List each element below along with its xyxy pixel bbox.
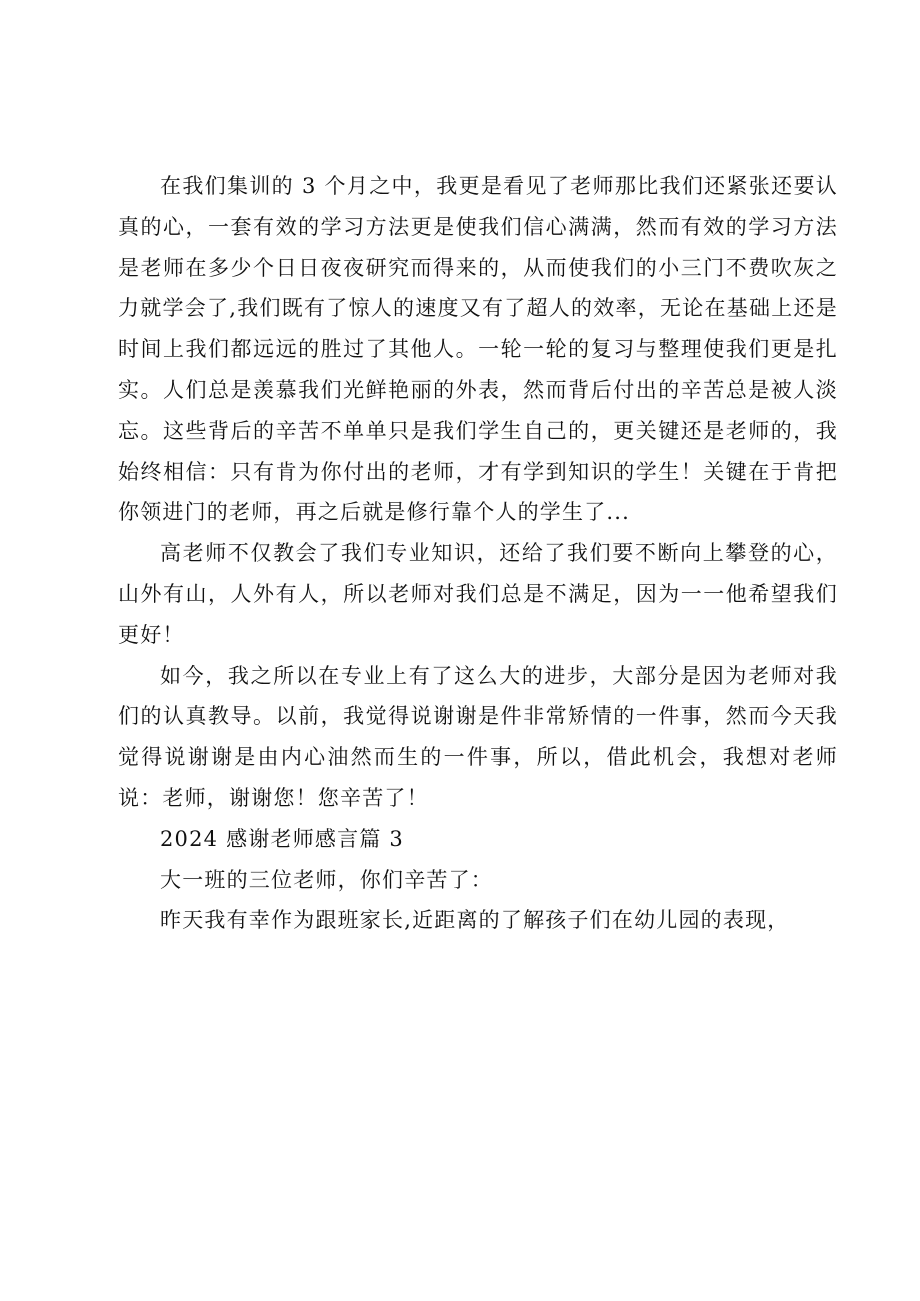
paragraph-teacher-gao: 高老师不仅教会了我们专业知识，还给了我们要不断向上攀登的心，山外有山，人外有人，所以老师对我们总是不满足，因为一一他希望我们更好！ xyxy=(118,541,838,647)
paragraph-parent-visit: 昨天我有幸作为跟班家长,近距离的了解孩子们在幼儿园的表现， xyxy=(160,908,790,933)
section-title: 2024 感谢老师感言篇 3 xyxy=(160,826,404,851)
salutation: 大一班的三位老师，你们辛苦了： xyxy=(160,867,493,892)
paragraph-training: 在我们集训的 3 个月之中，我更是看见了老师那比我们还紧张还要认真的心，一套有效的学习方法更是使我们信心满满，然而有效的学习方法是老师在多少个日日夜夜研究而得来的，从而使我们的小三门不费吹灰之力就学会了,我们既有了惊人的速度又有了超人的效率，无论在基础上还是时间上我们都远远的胜过了其他人。一轮一轮的复习与整理使我们更是扎实。人们总是羡慕我们光鲜艳丽的外表，然而背后付出的辛苦总是被人淡忘。这些背后的辛苦不单单只是我们学生自己的，更关键还是老师的，我始终相信：只有肯为你付出的老师，才有学到知识的学生！关键在于肯把你领进门的老师，再之后就是修行靠个人的学生了... xyxy=(118,174,838,525)
document-body xyxy=(118,166,838,941)
paragraph-progress-thanks: 如今，我之所以在专业上有了这么大的进步，大部分是因为老师对我们的认真教导。以前，我觉得说谢谢是件非常矫情的一件事，然而今天我觉得说谢谢是由内心油然而生的一件事，所以，借此机会，我想对老师说：老师，谢谢您！您辛苦了！ xyxy=(118,663,838,810)
